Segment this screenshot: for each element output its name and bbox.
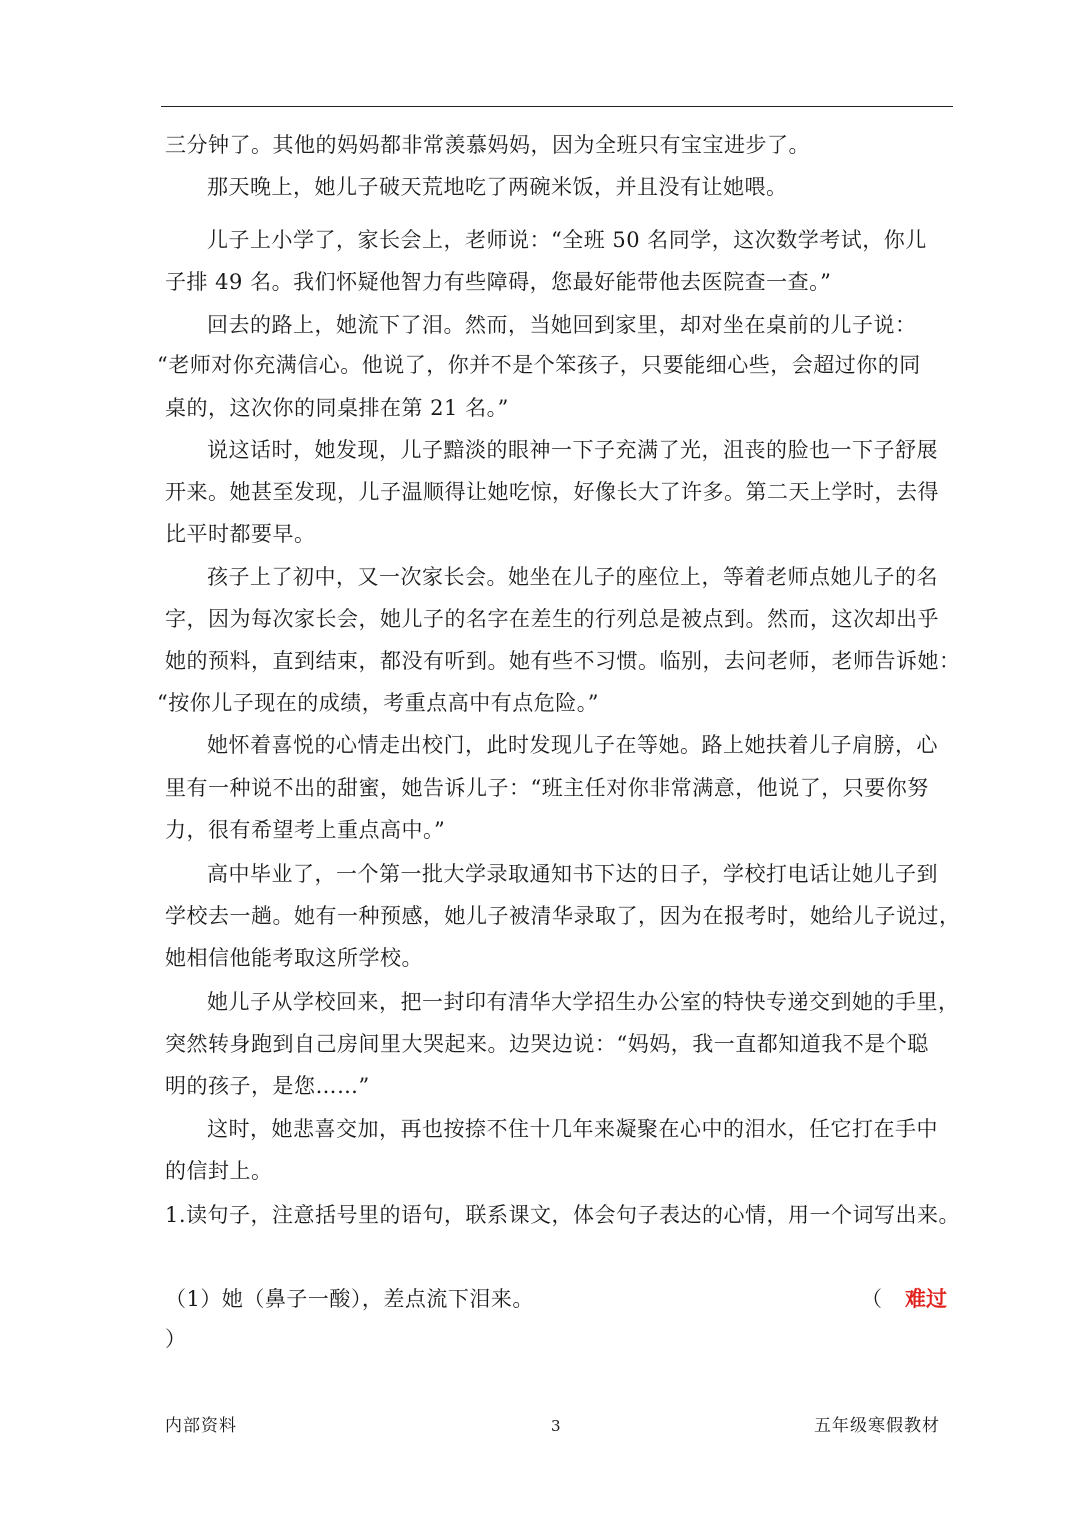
- paragraph-line: 回去的路上，她流下了泪。然而，当她回到家里，却对坐在桌前的儿子说：: [207, 313, 917, 337]
- paragraph-line: 儿子上小学了，家长会上，老师说：“全班 50 名同学，这次数学考试，你儿: [207, 228, 927, 252]
- paragraph-line: “按你儿子现在的成绩，考重点高中有点危险。”: [157, 691, 599, 715]
- paragraph-line: 她儿子从学校回来，把一封印有清华大学招生办公室的特快专递交到她的手里，: [207, 990, 960, 1014]
- question-item: （1）她（鼻子一酸），差点流下泪来。: [165, 1287, 534, 1311]
- paragraph-line: 子排 49 名。我们怀疑他智力有些障碍，您最好能带他去医院查一查。”: [165, 270, 832, 294]
- paragraph-line: 三分钟了。其他的妈妈都非常羡慕妈妈，因为全班只有宝宝进步了。: [165, 133, 810, 157]
- paragraph-line: 字，因为每次家长会，她儿子的名字在差生的行列总是被点到。然而，这次却出乎: [165, 607, 939, 631]
- page-number: 3: [551, 1417, 562, 1435]
- question-prompt: 1.读句子，注意括号里的语句，联系课文，体会句子表达的心情，用一个词写出来。: [165, 1203, 961, 1227]
- paragraph-line: 高中毕业了，一个第一批大学录取通知书下达的日子，学校打电话让她儿子到: [207, 862, 938, 886]
- paragraph-line: 她怀着喜悦的心情走出校门，此时发现儿子在等她。路上她扶着儿子肩膀，心: [207, 733, 938, 757]
- header-rule: [161, 106, 953, 107]
- paragraph-line: 这时，她悲喜交加，再也按捺不住十几年来凝聚在心中的泪水，任它打在手中: [207, 1117, 938, 1141]
- paragraph-line: 突然转身跑到自己房间里大哭起来。边哭边说：“妈妈，我一直都知道我不是个聪: [165, 1032, 929, 1056]
- paragraph-line: 的信封上。: [165, 1159, 273, 1183]
- footer-right-label: 五年级寒假教材: [814, 1416, 940, 1436]
- paragraph-line: 力，很有希望考上重点高中。”: [165, 818, 446, 842]
- answer-text: 难过: [905, 1287, 947, 1311]
- paragraph-line: 她的预料，直到结束，都没有听到。她有些不习惯。临别，去问老师，老师告诉她：: [165, 649, 961, 673]
- paragraph-line: 开来。她甚至发现，儿子温顺得让她吃惊，好像长大了许多。第二天上学时，去得: [165, 480, 939, 504]
- paragraph-line: 那天晚上，她儿子破天荒地吃了两碗米饭，并且没有让她喂。: [207, 175, 788, 199]
- footer-left-label: 内部资料: [165, 1416, 237, 1436]
- paragraph-line: 说这话时，她发现，儿子黯淡的眼神一下子充满了光，沮丧的脸也一下子舒展: [207, 438, 938, 462]
- paragraph-line: 学校去一趟。她有一种预感，她儿子被清华录取了，因为在报考时，她给儿子说过，: [165, 904, 961, 928]
- paragraph-line: 桌的，这次你的同桌排在第 21 名。”: [165, 396, 509, 420]
- paragraph-line: “老师对你充满信心。他说了，你并不是个笨孩子，只要能细心些，会超过你的同: [157, 353, 921, 377]
- paragraph-line: 明的孩子，是您……”: [165, 1074, 370, 1098]
- paragraph-line: 里有一种说不出的甜蜜，她告诉儿子：“班主任对你非常满意，他说了，只要你努: [165, 776, 929, 800]
- answer-open-paren: （: [861, 1287, 882, 1311]
- paragraph-line: 孩子上了初中，又一次家长会。她坐在儿子的座位上，等着老师点她儿子的名: [207, 565, 938, 589]
- answer-close-paren: ）: [165, 1327, 187, 1351]
- paragraph-line: 比平时都要早。: [165, 522, 316, 546]
- paragraph-line: 她相信他能考取这所学校。: [165, 946, 423, 970]
